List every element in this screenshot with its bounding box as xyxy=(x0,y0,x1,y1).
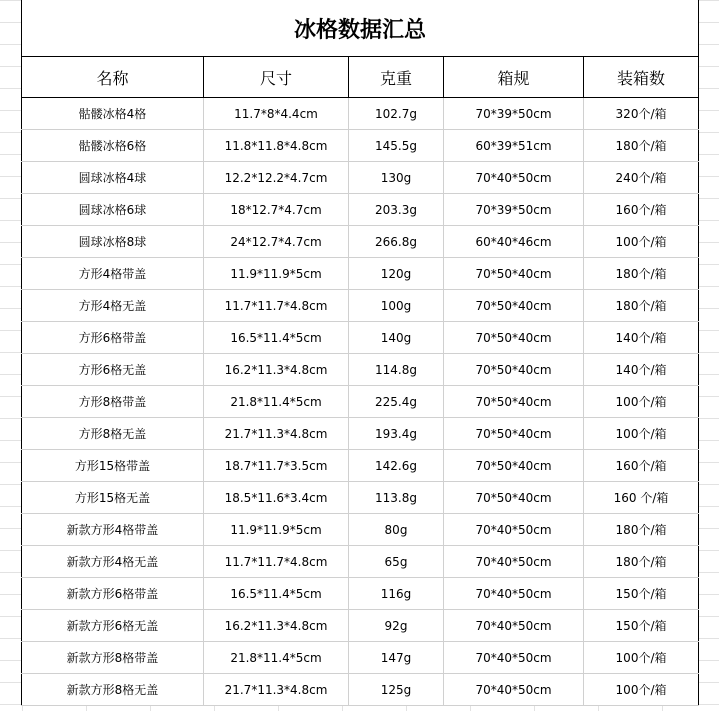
table-row xyxy=(22,578,699,610)
name-cell[interactable]: 新款方形6格带盖 xyxy=(22,578,204,610)
table-row xyxy=(22,130,699,162)
table-row xyxy=(22,450,699,482)
weight-cell[interactable]: 113.8g xyxy=(349,482,444,514)
column-header-weight[interactable]: 克重 xyxy=(349,57,444,98)
weight-cell[interactable]: 266.8g xyxy=(349,226,444,258)
carton-qty-cell[interactable]: 100个/箱 xyxy=(584,226,699,258)
weight-cell[interactable]: 125g xyxy=(349,674,444,706)
carton-qty-cell[interactable]: 140个/箱 xyxy=(584,354,699,386)
carton-qty-cell[interactable]: 180个/箱 xyxy=(584,258,699,290)
carton-qty-cell[interactable]: 320个/箱 xyxy=(584,98,699,130)
carton-size-cell[interactable]: 70*39*50cm xyxy=(444,98,584,130)
carton-size-cell[interactable]: 70*50*40cm xyxy=(444,482,584,514)
name-cell[interactable]: 骷髅冰格4格 xyxy=(22,98,204,130)
table-row xyxy=(22,194,699,226)
carton-size-cell[interactable]: 70*50*40cm xyxy=(444,258,584,290)
carton-qty-cell[interactable]: 100个/箱 xyxy=(584,674,699,706)
name-cell[interactable]: 新款方形8格无盖 xyxy=(22,674,204,706)
table-title: 冰格数据汇总 xyxy=(22,0,699,57)
name-cell[interactable]: 方形6格无盖 xyxy=(22,354,204,386)
weight-cell[interactable]: 65g xyxy=(349,546,444,578)
table-row xyxy=(22,610,699,642)
carton-size-cell[interactable]: 70*50*40cm xyxy=(444,386,584,418)
weight-cell[interactable]: 140g xyxy=(349,322,444,354)
size-cell[interactable]: 11.9*11.9*5cm xyxy=(204,514,349,546)
carton-qty-cell[interactable]: 150个/箱 xyxy=(584,578,699,610)
table-row xyxy=(22,98,699,130)
carton-qty-cell[interactable]: 140个/箱 xyxy=(584,322,699,354)
name-cell[interactable]: 新款方形8格带盖 xyxy=(22,642,204,674)
name-cell[interactable]: 骷髅冰格6格 xyxy=(22,130,204,162)
size-cell[interactable]: 11.7*11.7*4.8cm xyxy=(204,290,349,322)
name-cell[interactable]: 方形15格无盖 xyxy=(22,482,204,514)
carton-size-cell[interactable]: 70*40*50cm xyxy=(444,514,584,546)
table-row xyxy=(22,290,699,322)
carton-qty-cell[interactable]: 180个/箱 xyxy=(584,546,699,578)
size-cell[interactable]: 16.5*11.4*5cm xyxy=(204,322,349,354)
carton-qty-cell[interactable]: 240个/箱 xyxy=(584,162,699,194)
size-cell[interactable]: 18.5*11.6*3.4cm xyxy=(204,482,349,514)
name-cell[interactable]: 新款方形4格带盖 xyxy=(22,514,204,546)
size-cell[interactable]: 16.2*11.3*4.8cm xyxy=(204,610,349,642)
size-cell[interactable]: 18*12.7*4.7cm xyxy=(204,194,349,226)
carton-size-cell[interactable]: 70*40*50cm xyxy=(444,610,584,642)
carton-size-cell[interactable]: 70*40*50cm xyxy=(444,578,584,610)
carton-qty-cell[interactable]: 160个/箱 xyxy=(584,450,699,482)
table-row xyxy=(22,482,699,514)
carton-size-cell[interactable]: 70*50*40cm xyxy=(444,290,584,322)
weight-cell[interactable]: 92g xyxy=(349,610,444,642)
table-row xyxy=(22,258,699,290)
weight-cell[interactable]: 116g xyxy=(349,578,444,610)
table-row xyxy=(22,386,699,418)
carton-size-cell[interactable]: 70*40*50cm xyxy=(444,162,584,194)
carton-size-cell[interactable]: 70*50*40cm xyxy=(444,450,584,482)
carton-size-cell[interactable]: 70*40*50cm xyxy=(444,546,584,578)
name-cell[interactable]: 圆球冰格6球 xyxy=(22,194,204,226)
size-cell[interactable]: 24*12.7*4.7cm xyxy=(204,226,349,258)
table-row xyxy=(22,354,699,386)
table-row xyxy=(22,418,699,450)
size-cell[interactable]: 11.9*11.9*5cm xyxy=(204,258,349,290)
weight-cell[interactable]: 120g xyxy=(349,258,444,290)
weight-cell[interactable]: 225.4g xyxy=(349,386,444,418)
table-row xyxy=(22,226,699,258)
table-row xyxy=(22,322,699,354)
size-cell[interactable]: 16.2*11.3*4.8cm xyxy=(204,354,349,386)
size-cell[interactable]: 11.8*11.8*4.8cm xyxy=(204,130,349,162)
table-row xyxy=(22,514,699,546)
carton-size-cell[interactable]: 70*50*40cm xyxy=(444,418,584,450)
carton-size-cell[interactable]: 70*40*50cm xyxy=(444,642,584,674)
carton-size-cell[interactable]: 70*50*40cm xyxy=(444,322,584,354)
table-row xyxy=(22,546,699,578)
size-cell[interactable]: 21.7*11.3*4.8cm xyxy=(204,418,349,450)
carton-qty-cell[interactable]: 150个/箱 xyxy=(584,610,699,642)
carton-qty-cell[interactable]: 100个/箱 xyxy=(584,642,699,674)
name-cell[interactable]: 圆球冰格4球 xyxy=(22,162,204,194)
weight-cell[interactable]: 203.3g xyxy=(349,194,444,226)
carton-size-cell[interactable]: 70*50*40cm xyxy=(444,354,584,386)
name-cell[interactable]: 方形8格带盖 xyxy=(22,386,204,418)
weight-cell[interactable]: 102.7g xyxy=(349,98,444,130)
size-cell[interactable]: 18.7*11.7*3.5cm xyxy=(204,450,349,482)
name-cell[interactable]: 方形6格带盖 xyxy=(22,322,204,354)
name-cell[interactable]: 方形8格无盖 xyxy=(22,418,204,450)
name-cell[interactable]: 圆球冰格8球 xyxy=(22,226,204,258)
table-row xyxy=(22,674,699,706)
size-cell[interactable]: 21.8*11.4*5cm xyxy=(204,642,349,674)
name-cell[interactable]: 方形4格无盖 xyxy=(22,290,204,322)
carton-size-cell[interactable]: 70*39*50cm xyxy=(444,194,584,226)
weight-cell[interactable]: 142.6g xyxy=(349,450,444,482)
size-cell[interactable]: 12.2*12.2*4.7cm xyxy=(204,162,349,194)
size-cell[interactable]: 11.7*8*4.4cm xyxy=(204,98,349,130)
table-body xyxy=(22,98,699,706)
size-cell[interactable]: 21.8*11.4*5cm xyxy=(204,386,349,418)
column-header-carton-size[interactable]: 箱规 xyxy=(444,57,584,98)
carton-qty-cell[interactable]: 180个/箱 xyxy=(584,130,699,162)
size-cell[interactable]: 21.7*11.3*4.8cm xyxy=(204,674,349,706)
name-cell[interactable]: 新款方形6格无盖 xyxy=(22,610,204,642)
weight-cell[interactable]: 130g xyxy=(349,162,444,194)
size-cell[interactable]: 11.7*11.7*4.8cm xyxy=(204,546,349,578)
carton-qty-cell[interactable]: 180个/箱 xyxy=(584,514,699,546)
name-cell[interactable]: 新款方形4格无盖 xyxy=(22,546,204,578)
weight-cell[interactable]: 100g xyxy=(349,290,444,322)
carton-qty-cell[interactable]: 180个/箱 xyxy=(584,290,699,322)
ice-tray-data-table xyxy=(21,0,699,706)
weight-cell[interactable]: 147g xyxy=(349,642,444,674)
size-cell[interactable]: 16.5*11.4*5cm xyxy=(204,578,349,610)
weight-cell[interactable]: 114.8g xyxy=(349,354,444,386)
carton-size-cell[interactable]: 60*39*51cm xyxy=(444,130,584,162)
carton-qty-cell[interactable]: 100个/箱 xyxy=(584,418,699,450)
carton-size-cell[interactable]: 70*40*50cm xyxy=(444,674,584,706)
column-header-size[interactable]: 尺寸 xyxy=(204,57,349,98)
column-header-carton-qty[interactable]: 装箱数 xyxy=(584,57,699,98)
column-header-name[interactable]: 名称 xyxy=(22,57,204,98)
weight-cell[interactable]: 193.4g xyxy=(349,418,444,450)
carton-qty-cell[interactable]: 160个/箱 xyxy=(584,194,699,226)
weight-cell[interactable]: 80g xyxy=(349,514,444,546)
carton-qty-cell[interactable]: 160 个/箱 xyxy=(584,482,699,514)
table-row xyxy=(22,642,699,674)
name-cell[interactable]: 方形4格带盖 xyxy=(22,258,204,290)
weight-cell[interactable]: 145.5g xyxy=(349,130,444,162)
carton-qty-cell[interactable]: 100个/箱 xyxy=(584,386,699,418)
name-cell[interactable]: 方形15格带盖 xyxy=(22,450,204,482)
carton-size-cell[interactable]: 60*40*46cm xyxy=(444,226,584,258)
table-row xyxy=(22,162,699,194)
